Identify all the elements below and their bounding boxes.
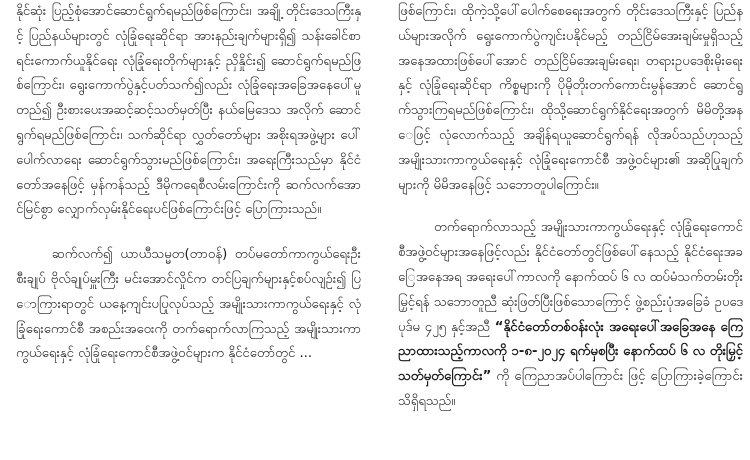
right-paragraph-2-text: တက်ရောက်လာသည့် အမျိုးသားကာကွယ်ရေးနှင့် လုံခြုံရေးကောင်စီအဖွဲ့ဝင်များအနေဖြင့်လည်း နိုင်ငံတော်တွင်ဖြစ်ပေါ်နေသည့် နိုင်ငံရေးအခြေအနေအရ အရေးပေါ်ကာလကို နောက်ထပ် ၆ လ ထပ်မံသက်တမ်းတိုးမြှင့်ရန် သဘောတူညီ ဆုံးဖြတ်ပြီးဖြစ်သောကြောင့် ဖွဲ့စည်းပုံအခြေခံ ဥပဒေပုဒ်မ ၄၂၅ နှင့်အညီ bbox=[398, 220, 743, 335]
paragraph-gap bbox=[398, 198, 743, 216]
left-paragraph-1: နိုင်ဆုံး ပြည့်စုံအောင်ဆောင်ရွက်ရမည်ဖြစ်ကြောင်း၊ အချို့ တိုင်းဒေသကြီးနှင့် ပြည်နယ်များတွင် လုံခြုံရေးဆိုင်ရာ အားနည်းချက်များရှိ၍ သန်းခေါင်စာရင်းကောက်ယူနိုင်ရေး လုံခြုံရေးတိုက်များနှင့် ညှိနှိုင်း၍ ဆောင်ရွက်ရမည်ဖြစ်ကြောင်း၊ ရွေးကောက်ပွဲနှင့်ပတ်သက်၍လည်း လုံခြုံရေးအခြေအနေပေါ်မူတည်၍ ဦးစားပေးအဆင့်ဆင့်သတ်မှတ်ပြီး နယ်မြေဒေသ အလိုက် ဆောင်ရွက်ရမည်ဖြစ်ကြောင်း၊ သက်ဆိုင်ရာ လွှတ်တော်များ အစိုးရအဖွဲ့များ ပေါ်ပေါက်လာရေး ဆောင်ရွက်သွားမည်ဖြစ်ကြောင်း၊ အရေးကြီးသည်မှာ နိုင်ငံတော်အနေဖြင့် မှန်ကန်သည့် ဒီမိုကရေစီလမ်းကြောင်းကို ဆက်လက်အောင်မြင်စွာ လျှောက်လှမ်းနိုင်ရေးပင်ဖြစ်ကြောင်းဖြင့် ပြောကြားသည်။ bbox=[16, 4, 361, 218]
left-paragraph-2: ဆက်လက်၍ ယာယီသမ္မတ(တာဝန်) တပ်မတော်ကာကွယ်ရေးဦးစီးချုပ် ဗိုလ်ချုပ်မှူးကြီး မင်းအောင်လှိုင်က တင်ပြချက်များနှင့်စပ်လျဉ်း၍ ပြောကြားရာတွင် ယနေ့ကျင်းပပြုလုပ်သည့် အမျိုးသားကာကွယ်ရေးနှင့် လုံခြုံရေးကောင်စီ အစည်းအဝေးကို တက်ရောက်လာကြသည့် အမျိုးသားကာကွယ်ရေးနှင့် လုံခြုံရေးကောင်စီအဖွဲ့ဝင်များက နိုင်ငံတော်တွင် ... bbox=[16, 247, 361, 362]
right-column bbox=[398, 0, 743, 415]
paragraph-gap bbox=[16, 223, 361, 243]
emergency-declaration-quote: “နိုင်ငံတော်တစ်ဝန်းလုံး အရေးပေါ်အခြေအနေ ကြေညာထားသည့်ကာလကို ၁-၈-၂၀၂၄ ရက်မှစပြီး နောက်ထပ် ၆ လ တိုးမြှင့်သတ်မှတ်ကြောင်း” bbox=[398, 319, 743, 385]
right-paragraph-2 bbox=[398, 216, 743, 414]
right-paragraph-1: ဖြစ်ကြောင်း၊ ထိုကဲ့သို့ပေါ်ပေါက်စေရေးအတွက် တိုင်းဒေသကြီးနှင့် ပြည်နယ်များအလိုက် ရွေးကောက်ပွဲကျင်းပနိုင်မည့် တည်ငြိမ်အေးချမ်းမှုရှိသည့် အနေအထားဖြစ်ပေါ်အောင် တည်ငြိမ်အေးချမ်းရေး၊ တရားဥပဒေစိုးမိုးရေးနှင့် လုံခြုံရေးဆိုင်ရာ ကိစ္စများကို ပိုမိုတိုးတက်ကောင်းမွန်အောင် ဆောင်ရွက်သွားကြရမည်ဖြစ်ကြောင်း၊ ထိုသို့ဆောင်ရွက်နိုင်ရေးအတွက် မိမိတို့အနေဖြင့် လုံလောက်သည့် အချိန်ရယူဆောင်ရွက်ရန် လိုအပ်သည်ဟုသည့် အမျိုးသားကာကွယ်ရေးနှင့် လုံခြုံရေးကောင်စီ အဖွဲ့ဝင်များ၏ အဆိုပြုချက်များကို မိမိအနေဖြင့် သဘောတူပါကြောင်း။ bbox=[398, 4, 743, 193]
right-paragraph-2-ending: ကို ကြေညာအပ်ပါကြောင်း ဖြင့် ပြောကြားခဲ့ကြောင်း သိရှိရသည်။ bbox=[398, 369, 743, 409]
left-column bbox=[16, 0, 361, 367]
